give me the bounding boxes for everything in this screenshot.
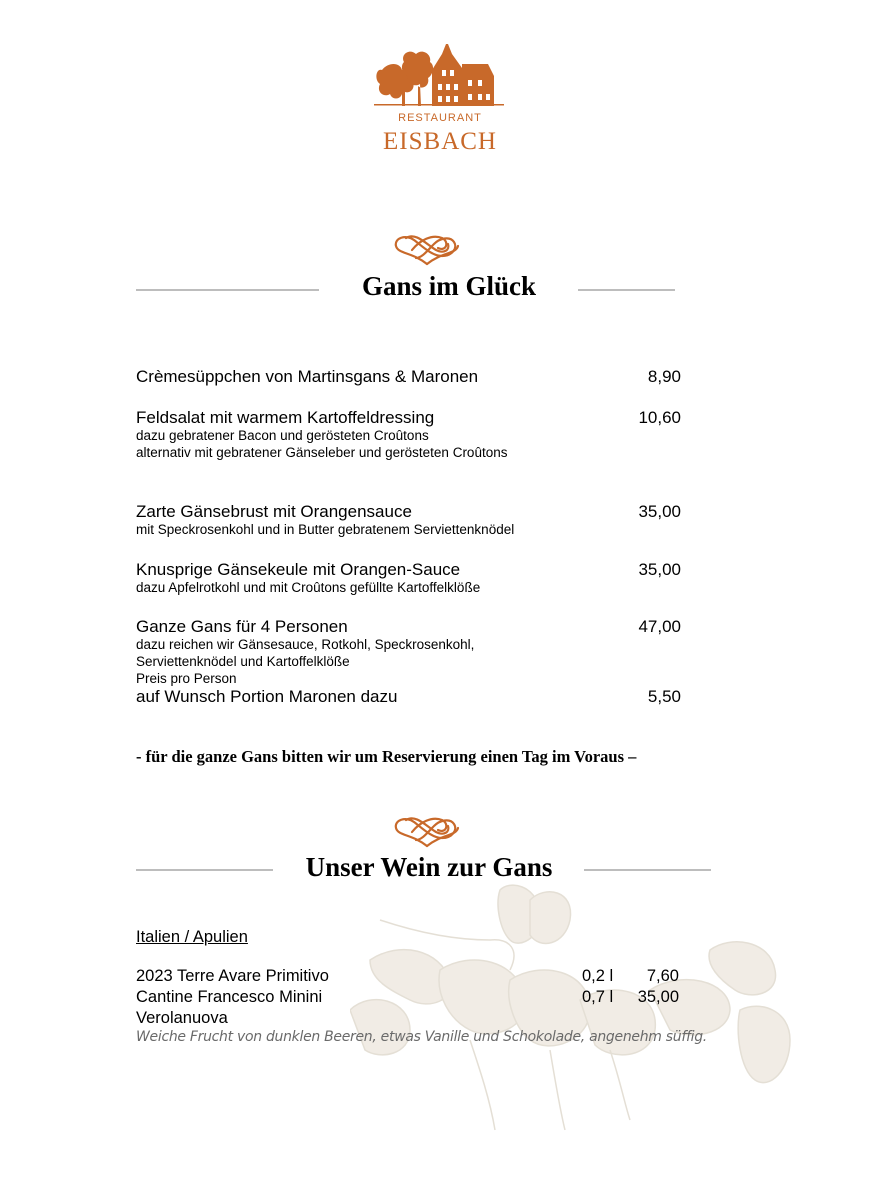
menu-item: [136, 367, 681, 386]
dish-name: auf Wunsch Portion Maronen dazu: [136, 687, 398, 706]
logo-subtitle: RESTAURANT: [398, 112, 482, 124]
dish-name: Crèmesüppchen von Martinsgans & Maronen: [136, 367, 479, 386]
wine-description: Weiche Frucht von dunklen Beeren, etwas Vanille und Schokolade, angenehm süffig.: [136, 1029, 707, 1045]
menu-item: [136, 408, 681, 461]
flourish-ornament-icon: [392, 812, 462, 855]
dish-description: Serviettenknödel und Kartoffelklöße: [136, 654, 350, 669]
divider-left: [136, 289, 319, 291]
dish-name: Ganze Gans für 4 Personen: [136, 617, 348, 636]
dish-description: alternativ mit gebratener Gänseleber und gerösteten Croûtons: [136, 445, 508, 460]
wine-price: 35,00: [637, 988, 679, 1006]
dish-description: dazu Apfelrotkohl und mit Croûtons gefüllte Kartoffelklöße: [136, 580, 481, 595]
wine-volume: 0,7 l: [582, 988, 614, 1006]
divider-right: [578, 289, 675, 291]
dish-description: dazu reichen wir Gänsesauce, Rotkohl, Speckrosenkohl,: [136, 637, 475, 652]
wine-name: 2023 Terre Avare Primitivo: [136, 967, 329, 985]
dish-price: 47,00: [638, 617, 681, 636]
dish-name: Zarte Gänsebrust mit Orangensauce: [136, 502, 412, 521]
menu-item: [136, 687, 681, 706]
dish-price: 35,00: [638, 502, 681, 521]
reservation-note: - für die ganze Gans bitten wir um Reservierung einen Tag im Voraus –: [136, 747, 637, 766]
restaurant-logo: [370, 40, 510, 160]
wine-region: Italien / Apulien: [136, 928, 248, 946]
divider-left: [136, 869, 273, 871]
dish-name: Feldsalat mit warmem Kartoffeldressing: [136, 408, 435, 427]
wine-volume: 0,2 l: [582, 967, 614, 985]
logo-name: EISBACH: [383, 128, 497, 155]
dish-price: 8,90: [647, 367, 681, 386]
restaurant-building-icon: [370, 40, 510, 110]
wine-producer: Cantine Francesco Minini: [136, 988, 323, 1006]
dish-description: dazu gebratener Bacon und gerösteten Croûtons: [136, 428, 429, 443]
section-title-wein: Unser Wein zur Gans: [305, 852, 553, 882]
wine-item: [136, 966, 681, 1029]
menu-item: [136, 560, 681, 596]
dish-description: mit Speckrosenkohl und in Butter gebratenem Serviettenknödel: [136, 522, 515, 537]
dish-price: 5,50: [647, 687, 681, 706]
menu-item: [136, 617, 681, 687]
dish-price: 10,60: [638, 408, 681, 427]
dish-price: 35,00: [638, 560, 681, 579]
wine-price: 7,60: [646, 967, 679, 985]
wine-origin: Verolanuova: [136, 1009, 228, 1027]
menu-item: [136, 502, 681, 538]
dish-description: Preis pro Person: [136, 671, 237, 686]
flourish-ornament-icon: [392, 230, 462, 273]
divider-right: [584, 869, 711, 871]
section-title-gans: Gans im Glück: [361, 271, 537, 301]
dish-name: Knusprige Gänsekeule mit Orangen-Sauce: [136, 560, 461, 579]
